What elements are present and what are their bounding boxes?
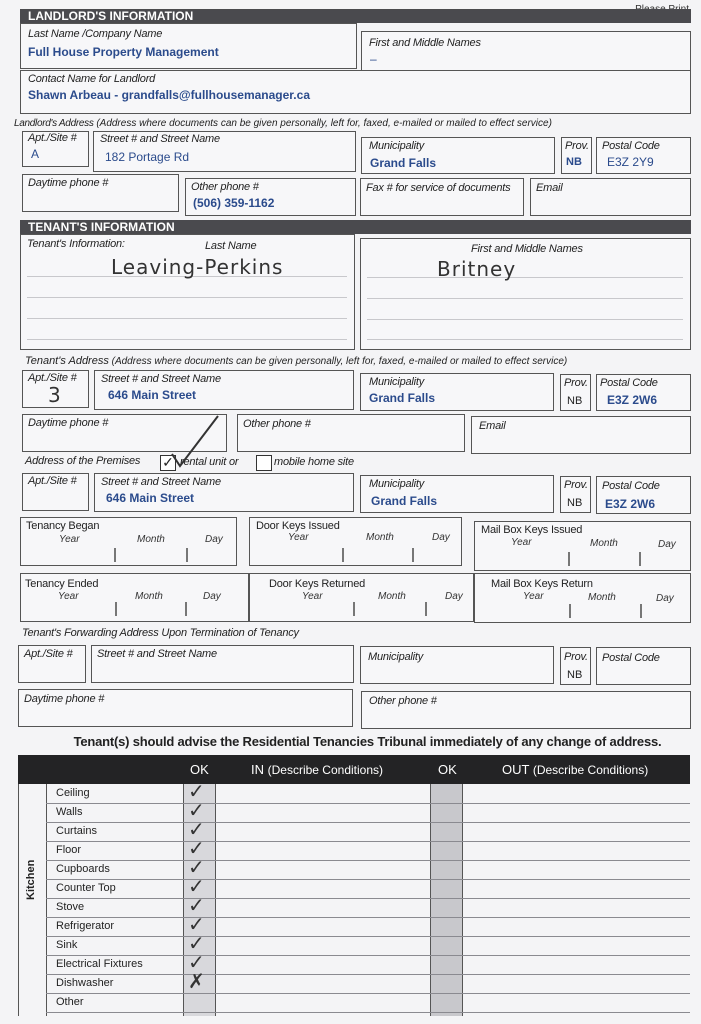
field-label: Municipality — [368, 651, 424, 663]
field-value: 646 Main Street — [108, 388, 197, 402]
day-label: Day — [432, 532, 450, 543]
col-ok-in: OK — [190, 762, 209, 777]
out-condition-cell[interactable] — [464, 994, 690, 1012]
landlord-apt-field[interactable] — [22, 131, 89, 167]
out-condition-cell[interactable] — [464, 804, 690, 822]
month-label: Month — [590, 538, 618, 549]
landlord-last-name-field[interactable] — [20, 23, 357, 69]
out-condition-cell[interactable] — [464, 899, 690, 917]
premises-prov-field[interactable] — [560, 476, 591, 513]
day-label: Day — [656, 593, 674, 604]
field-value: A — [31, 147, 40, 161]
premises-apt-field[interactable] — [22, 473, 89, 511]
month-label: Month — [135, 591, 163, 602]
tenant-apt-field[interactable] — [22, 370, 89, 408]
in-ok-mark[interactable]: ✗ — [188, 971, 205, 993]
mail-keys-issued-field[interactable] — [474, 521, 691, 571]
field-label: Apt./Site # — [28, 132, 77, 144]
month-label: Month — [137, 534, 165, 545]
tenant-last-name-field[interactable] — [20, 234, 355, 350]
field-label: Email — [536, 182, 563, 194]
field-value: Grand Falls — [371, 494, 438, 508]
inspection-item-label: Walls — [56, 806, 83, 818]
heading-title: Landlord's Address — [14, 118, 94, 129]
handwritten-value: Britney — [437, 257, 517, 281]
col-ok-out: OK — [438, 762, 457, 777]
inspection-item-label: Dishwasher — [56, 977, 114, 989]
year-label: Year — [59, 534, 80, 545]
in-ok-mark[interactable]: ✓ — [188, 952, 205, 974]
field-label: Daytime phone # — [28, 177, 109, 189]
year-label: Year — [302, 591, 323, 602]
year-label: Year — [288, 532, 309, 543]
field-label: Prov. — [565, 140, 589, 152]
field-label: Other phone # — [243, 418, 311, 430]
field-label: Municipality — [369, 478, 425, 490]
in-condition-cell[interactable] — [217, 899, 429, 917]
in-ok-mark[interactable]: ✓ — [188, 914, 205, 936]
premises-postal-field[interactable] — [596, 476, 691, 514]
in-condition-cell[interactable] — [217, 975, 429, 993]
month-label: Month — [378, 591, 406, 602]
year-label: Year — [511, 537, 532, 548]
inspection-item-label: Stove — [56, 901, 85, 913]
inspection-item-label: Electrical Fixtures — [56, 958, 143, 970]
in-condition-cell[interactable] — [217, 918, 429, 936]
col-out — [502, 762, 648, 777]
field-label: Mail Box Keys Issued — [481, 524, 583, 536]
inspection-item-label: Ceiling — [56, 787, 90, 799]
in-condition-cell[interactable] — [217, 861, 429, 879]
room-label: Kitchen — [25, 859, 37, 900]
row-divider — [46, 1012, 690, 1013]
field-value: Grand Falls — [370, 156, 437, 170]
tenancy-began-field[interactable] — [20, 517, 237, 566]
tenant-postal-field[interactable] — [596, 374, 691, 411]
inspection-item-label: Curtains — [56, 825, 97, 837]
in-condition-cell[interactable] — [217, 937, 429, 955]
landlord-section-title: LANDLORD'S INFORMATION — [20, 9, 691, 23]
handwritten-value: 3 — [48, 383, 62, 407]
field-label: Prov. — [564, 479, 588, 491]
tenant-email-field[interactable] — [471, 416, 691, 454]
field-value: Grand Falls — [369, 391, 436, 405]
forwarding-title: Tenant's Forwarding Address Upon Termination of Tenancy — [22, 627, 299, 639]
field-label: Door Keys Returned — [269, 578, 366, 590]
heading-note: (Address where documents can be given personally, left for, faxed, e-mailed or mailed to effect service) — [111, 356, 568, 367]
forwarding-prov-field[interactable] — [560, 647, 591, 685]
field-value: Shawn Arbeau - grandfalls@fullhousemanager.ca — [28, 88, 310, 102]
checkmark-icon — [170, 412, 222, 470]
in-condition-cell[interactable] — [217, 823, 429, 841]
field-value: (506) 359-1162 — [193, 196, 275, 210]
in-ok-mark[interactable]: ✓ — [188, 895, 205, 917]
out-condition-cell[interactable] — [464, 880, 690, 898]
field-label: Prov. — [564, 651, 588, 663]
in-condition-cell[interactable] — [217, 956, 429, 974]
mobile-home-label: mobile home site — [274, 456, 354, 468]
in-condition-cell[interactable] — [217, 880, 429, 898]
field-label: Street # and Street Name — [97, 648, 217, 660]
landlord-prov-field[interactable] — [561, 137, 592, 174]
inspection-table-header — [18, 755, 690, 784]
mobile-home-checkbox[interactable] — [256, 455, 272, 471]
field-label: Daytime phone # — [24, 693, 105, 705]
forwarding-postal-field[interactable] — [596, 647, 691, 685]
field-label: Postal Code — [602, 652, 660, 664]
field-label: Other phone # — [369, 695, 437, 707]
rental-unit-label: rental unit or — [180, 456, 239, 468]
col-out-subtitle: (Describe Conditions) — [532, 763, 649, 777]
field-label: Last Name /Company Name — [28, 28, 163, 40]
field-label: Other phone # — [191, 181, 259, 193]
tenant-municipality-field[interactable] — [360, 373, 554, 411]
inspection-item-label: Other — [56, 996, 84, 1008]
field-label: Door Keys Issued — [256, 520, 340, 532]
field-label: Street # and Street Name — [101, 476, 221, 488]
out-condition-cell[interactable] — [464, 956, 690, 974]
field-label: Contact Name for Landlord — [28, 73, 156, 85]
in-condition-cell[interactable] — [217, 994, 429, 1012]
landlord-daytime-phone-field[interactable] — [22, 174, 179, 212]
field-label: Mail Box Keys Return — [491, 578, 593, 590]
field-value: NB — [567, 497, 583, 509]
in-condition-cell[interactable] — [217, 785, 429, 803]
field-label: First and Middle Names — [471, 243, 583, 255]
day-label: Day — [658, 539, 676, 550]
field-label: Tenancy Began — [26, 520, 100, 532]
rental-unit-checkbox[interactable]: ✓ — [160, 455, 176, 471]
inspection-item-label: Sink — [56, 939, 78, 951]
out-condition-cell[interactable] — [464, 937, 690, 955]
field-value: – — [370, 52, 377, 66]
landlord-fax-field[interactable] — [360, 178, 524, 216]
mail-keys-return-field[interactable] — [474, 573, 691, 623]
tenant-other-phone-field[interactable] — [237, 414, 465, 452]
premises-municipality-field[interactable] — [360, 475, 554, 513]
landlord-municipality-field[interactable] — [361, 137, 555, 174]
field-value: NB — [566, 156, 582, 168]
in-ok-mark[interactable]: ✓ — [188, 800, 205, 822]
out-condition-cell[interactable] — [464, 785, 690, 803]
field-label: Street # and Street Name — [100, 133, 220, 145]
field-label: Municipality — [369, 140, 425, 152]
field-value: 182 Portage Rd — [105, 150, 190, 164]
out-condition-cell[interactable] — [464, 861, 690, 879]
door-keys-issued-field[interactable] — [249, 517, 462, 566]
door-keys-returned-field[interactable] — [249, 573, 474, 622]
landlord-other-phone-field[interactable] — [185, 178, 356, 216]
inspection-item-label: Cupboards — [56, 863, 110, 875]
tenant-street-field[interactable] — [94, 370, 354, 410]
in-ok-mark[interactable]: ✓ — [188, 876, 205, 898]
field-label: Postal Code — [602, 480, 660, 492]
inspection-item-label: Counter Top — [56, 882, 116, 894]
in-condition-cell[interactable] — [217, 842, 429, 860]
month-label: Month — [588, 592, 616, 603]
tenancy-ended-field[interactable] — [20, 573, 249, 622]
change-of-address-notice: Tenant(s) should advise the Residential Tenancies Tribunal immediately of any change of address. — [73, 734, 662, 749]
col-out-title: OUT — [502, 762, 530, 777]
year-label: Year — [58, 591, 79, 602]
field-label: Daytime phone # — [28, 417, 109, 429]
forwarding-street-field[interactable] — [91, 645, 354, 683]
field-label: Municipality — [369, 376, 425, 388]
field-label: Tenancy Ended — [25, 578, 99, 590]
tenant-address-heading — [25, 355, 567, 367]
field-value: E3Z 2W6 — [605, 497, 656, 511]
in-ok-mark[interactable]: ✓ — [188, 857, 205, 879]
field-label: Postal Code — [600, 377, 658, 389]
out-condition-cell[interactable] — [464, 842, 690, 860]
premises-title: Address of the Premises — [25, 455, 141, 467]
landlord-address-heading — [14, 118, 552, 129]
forwarding-other-phone-field[interactable] — [361, 691, 691, 729]
field-value: Full House Property Management — [28, 45, 219, 59]
in-ok-mark[interactable]: ✓ — [188, 819, 205, 841]
col-in — [251, 762, 383, 777]
field-value: NB — [567, 395, 583, 407]
forwarding-apt-field[interactable] — [18, 645, 86, 683]
premises-street-field[interactable] — [94, 473, 354, 512]
day-label: Day — [445, 591, 463, 602]
in-ok-mark[interactable]: ✓ — [188, 781, 205, 803]
forwarding-municipality-field[interactable] — [360, 646, 554, 684]
day-label: Day — [203, 591, 221, 602]
field-label: Email — [479, 420, 506, 432]
inspection-item-label: Floor — [56, 844, 82, 856]
tenant-first-names-field[interactable] — [360, 238, 691, 350]
landlord-email-field[interactable] — [530, 178, 691, 216]
tenant-section-title: TENANT'S INFORMATION — [20, 220, 691, 234]
col-in-title: IN — [251, 762, 264, 777]
year-label: Year — [523, 591, 544, 602]
handwritten-value: Leaving-Perkins — [111, 255, 284, 279]
landlord-first-names-field[interactable] — [361, 31, 691, 71]
field-label: Apt./Site # — [28, 475, 77, 487]
field-value: 646 Main Street — [106, 491, 195, 505]
inspection-item-label: Refrigerator — [56, 920, 115, 932]
in-ok-mark[interactable]: ✓ — [188, 933, 205, 955]
in-ok-mark[interactable]: ✓ — [188, 838, 205, 860]
field-value: E3Z 2W6 — [607, 393, 658, 407]
field-value: NB — [567, 669, 583, 681]
field-label: Postal Code — [602, 140, 660, 152]
col-in-subtitle: (Describe Conditions) — [267, 763, 384, 777]
field-label: Apt./Site # — [28, 372, 77, 384]
landlord-postal-field[interactable] — [596, 137, 691, 174]
out-condition-cell[interactable] — [464, 823, 690, 841]
day-label: Day — [205, 534, 223, 545]
tenant-info-label: Tenant's Information: — [27, 238, 125, 250]
tenant-prov-field[interactable] — [560, 374, 591, 411]
field-label: Street # and Street Name — [101, 373, 221, 385]
out-condition-cell[interactable] — [464, 975, 690, 993]
field-label: First and Middle Names — [369, 37, 481, 49]
landlord-contact-field[interactable] — [20, 70, 691, 114]
field-label: Last Name — [205, 240, 257, 252]
out-condition-cell[interactable] — [464, 918, 690, 936]
landlord-street-field[interactable] — [93, 131, 356, 172]
field-label: Fax # for service of documents — [366, 182, 511, 194]
month-label: Month — [366, 532, 394, 543]
heading-note: (Address where documents can be given personally, left for, faxed, e-mailed or mailed to effect service) — [96, 118, 552, 129]
field-label: Prov. — [564, 377, 588, 389]
forwarding-daytime-phone-field[interactable] — [18, 689, 353, 727]
field-value: E3Z 2Y9 — [607, 155, 654, 169]
heading-title: Tenant's Address — [25, 355, 109, 367]
field-label: Apt./Site # — [24, 648, 73, 660]
in-condition-cell[interactable] — [217, 804, 429, 822]
